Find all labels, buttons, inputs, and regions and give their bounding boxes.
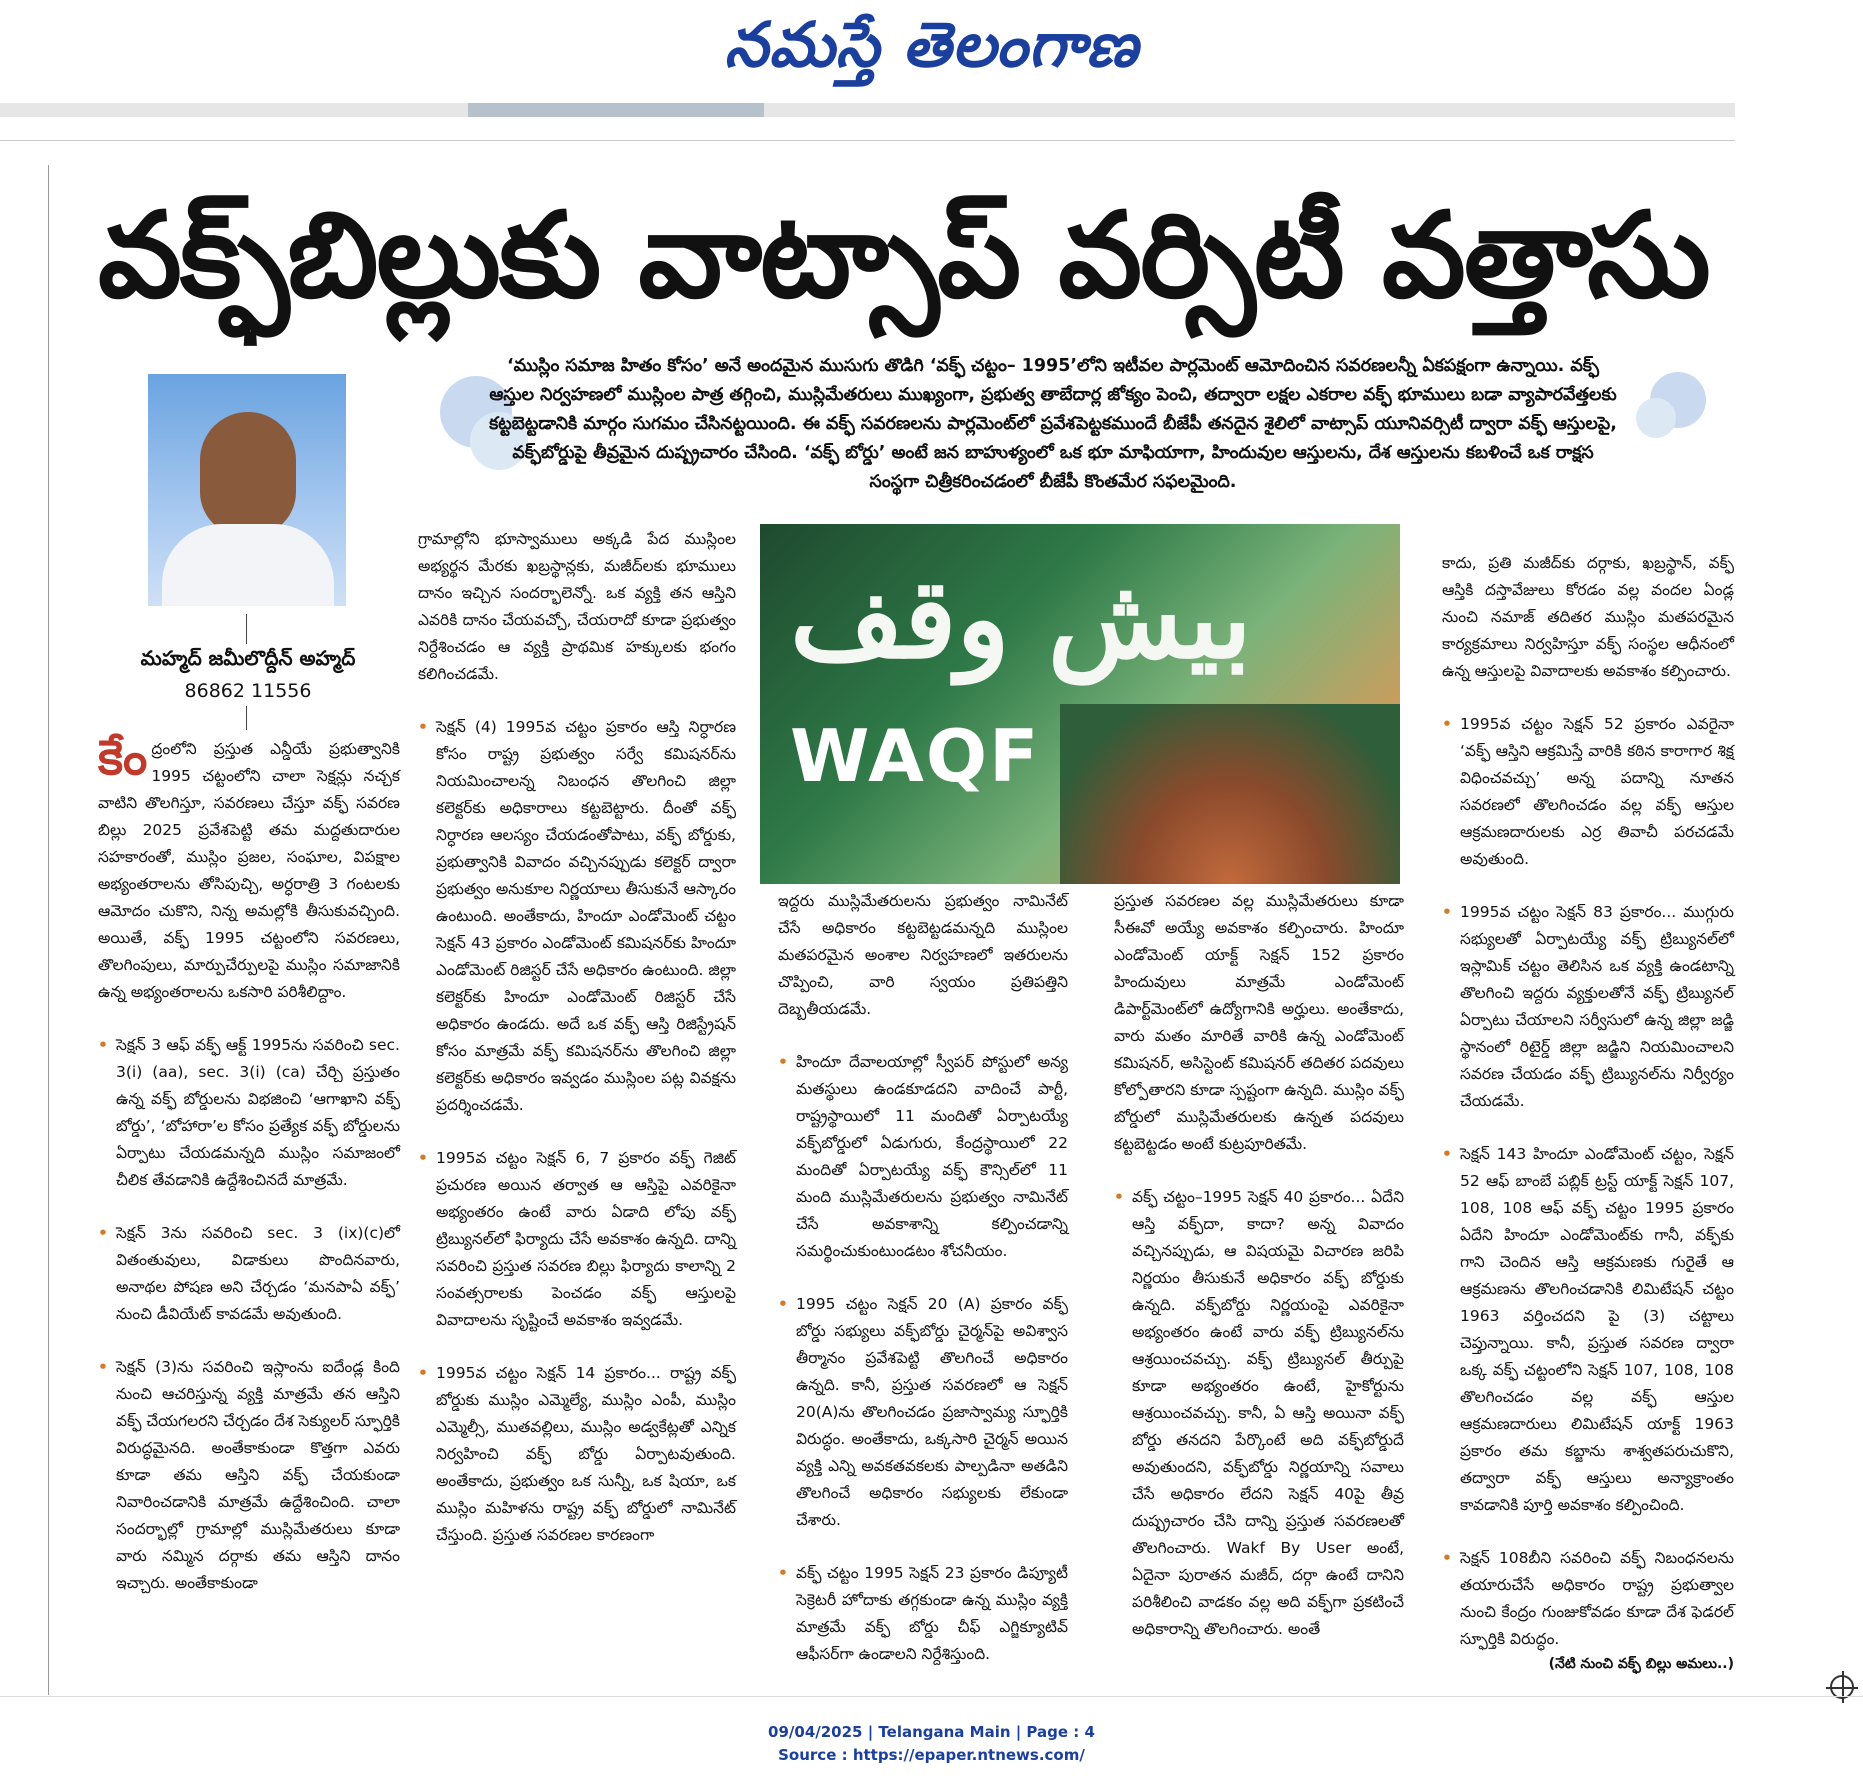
bullet-paragraph: • వక్ఫ్ చట్టం–1995 సెక్షన్ 40 ప్రకారం... ఏదేని ఆస్తి వక్ఫ్‌దా, కాదా? అన్న వివాదం వచ్చినప్పుడు, ఆ విషయమై విచారణ జరిపి నిర్ణయం తీసుకునే అధికారం వక్ఫ్ బోర్డుకు ఉన్నది. వక్ఫ్‌బోర్డు నిర్ణయంపై ఎవరికైనా అభ్యంతరం ఉంటే వారు వక్ఫ్ ట్రిబ్యునల్‌ను ఆశ్రయించవచ్చు. వక్ఫ్ ట్రిబ్యునల్ తీర్పుపై కూడా అభ్యంతరం ఉంటే, హైకోర్టును ఆశ్రయించవచ్చు. కానీ, ఏ ఆస్తి అయినా వక్ఫ్ బోర్డు తనదని పేర్కొంటే అది వక్ఫ్‌బోర్డుదే అవుతుందని, వక్ఫ్‌బోర్డు నిర్ణయాన్ని సవాలు చేసే అధికారం లేదని సెక్షన్ 40పై తీవ్ర దుష్ప్రచారం చేసి దాన్ని ప్రస్తుత సవరణలతో తొలగించారు. Wakf By User అంటే, ఏదైనా పురాతన మజీద్, దర్గా ఉంటే దానిని పరిశీలించి వాడకం వల్ల అది వక్ఫ్‌గా ప్రకటించే అధికారాన్ని తొలగించారు. అంతే [1114, 1184, 1404, 1643]
paragraph: ఇద్దరు ముస్లిమేతరులను ప్రభుత్వం నామినేట్ చేసే అధికారం కట్టబెట్టడమన్నది ముస్లింల మతపరమైన అంశాల నిర్వహణలో ఇతరులను చొప్పించి, వారి స్వయం ప్రతిపత్తిని దెబ్బతీయడమే. [778, 892, 1068, 1018]
continued-note: (నేటి నుంచి వక్ఫ్ బిల్లు అమలు..) [1548, 1656, 1734, 1672]
bullet-paragraph: • హిందూ దేవాలయాల్లో స్వీపర్ పోస్టులో అన్య మతస్థులు ఉండకూడదని వాదించే పార్టీ, రాష్ట్రస్థాయిలో 11 మందితో ఏర్పాటయ్యే వక్ఫ్‌బోర్డులో ఏడుగురు, కేంద్రస్థాయిలో 22 మందితో ఏర్పాటయ్యే వక్ఫ్ కౌన్సిల్‌లో 11 మంది ముస్లిమేతరులను ప్రభుత్వం నామినేట్ చేసే అవకాశాన్ని కల్పించడాన్ని సమర్థించుకుంటుండటం శోచనీయం. [778, 1049, 1068, 1265]
bullet-paragraph: • 1995వ చట్టం సెక్షన్ 6, 7 ప్రకారం వక్ఫ్ గెజిట్ ప్రచురణ అయిన తర్వాత ఆ ఆస్తిపై ఎవరికైనా అభ్యంతరం ఉంటే వారు ఏడాది లోపు వక్ఫ్ ట్రిబ్యునల్‌లో ఫిర్యాదు చేసే అవకాశం ఉన్నది. దాన్ని సవరించి ప్రస్తుత సవరణ బిల్లు ఫిర్యాదు కాలాన్ని 2 సంవత్సరాలకు పెంచడం వక్ఫ్ ఆస్తులపై వివాదాలను సృష్టించే అవకాశం ఇవ్వడమే. [418, 1145, 736, 1334]
author-phone: 86862 11556 [184, 680, 312, 702]
urdu-text: بیش وقف [790, 554, 1252, 683]
footer-source: Source : https://epaper.ntnews.com/ [778, 1746, 1085, 1764]
article-column-5 [1442, 550, 1734, 1679]
top-bar-accent [468, 103, 764, 117]
article-column-1 [98, 730, 400, 1623]
waqf-label: WAQF [790, 714, 1041, 798]
bullet-paragraph: • సెక్షన్ 3ను సవరించి sec. 3 (ix)(c)లో వితంతువులు, విడాకులు పొందినవారు, అనాథల పోషణ అని చేర్చడం ‘మనపాఏ వక్ఫ్’ నుంచి డీవియేట్ కావడమే అవుతుంది. [98, 1220, 400, 1328]
headline: వక్ఫ్‌బిల్లుకు వాట్సాప్ వర్సిటీ వత్తాసు [98, 186, 1709, 324]
author-face [200, 412, 296, 536]
bullet-paragraph: • 1995వ చట్టం సెక్షన్ 83 ప్రకారం... ముగ్గురు సభ్యులతో ఏర్పాటయ్యే వక్ఫ్ ట్రిబ్యునల్‌లో ఇస్లామిక్ చట్టం తెలిసిన ఒక వ్యక్తి ఉండటాన్ని తొలగించి ఇద్దరు వ్యక్తులతోనే వక్ఫ్ ట్రిబ్యునల్ ఏర్పాటు చేయాలని సర్వీసులో ఉన్న జిల్లా జడ్జి స్థానంలో రిటైర్డ్ జిల్లా జడ్జిని నియమించాలని సవరణ చేయడం వక్ఫ్ ట్రిబ్యునల్‌ను నిర్వీర్యం చేయడమే. [1442, 899, 1734, 1115]
bullet-paragraph: • 1995 చట్టం సెక్షన్ 20 (A) ప్రకారం వక్ఫ్ బోర్డు సభ్యులు వక్ఫ్‌బోర్డు చైర్మన్‌పై అవిశ్వాస తీర్మానం ప్రవేశపెట్టి తొలగించే అధికారం ఉన్నది. కానీ, ప్రస్తుత సవరణలో ఆ సెక్షన్ 20(A)ను తొలగించడం ప్రజాస్వామ్య స్ఫూర్తికి విరుద్ధం. అంతేకాదు, ఒక్కసారి చైర్మన్ అయిన వ్యక్తి ఎన్ని అవకతవకలకు పాల్పడినా అతడిని తొలగించే అధికారం సభ్యులకు లేకుండా చేశారు. [778, 1291, 1068, 1534]
masthead-title: నమస్తే తెలంగాణ [724, 8, 1139, 81]
author-shirt [162, 524, 334, 606]
bullet-paragraph: • వక్ఫ్ చట్టం 1995 సెక్షన్ 23 ప్రకారం డిప్యూటీ సెక్రెటరీ హోదాకు తగ్గకుండా ఉన్న ముస్లిం వ్యక్తి మాత్రమే వక్ఫ్ బోర్డు చీఫ్ ఎగ్జిక్యూటివ్ ఆఫీసర్‌గా ఉండాలని నిర్దేశిస్తుంది. [778, 1560, 1068, 1668]
bullet-paragraph: • సెక్షన్ (3)ను సవరించి ఇస్లాంను ఐదేండ్ల కింది నుంచి ఆచరిస్తున్న వ్యక్తి మాత్రమే తన ఆస్తిని వక్ఫ్ చేయగలరని చేర్చడం దేశ సెక్యులర్ స్ఫూర్తికి విరుద్ధమైనది. అంతేకాకుండా కొత్తగా ఎవరు కూడా తమ ఆస్తిని వక్ఫ్ చేయకుండా నివారించడానికి మాత్రమే ఉద్దేశించింది. చాలా సందర్భాల్లో గ్రామాల్లో ముస్లిమేతరులు కూడా వారు నమ్మిన దర్గాకు తమ ఆస్తిని దానం ఇచ్చారు. అంతేకాకుండా [98, 1354, 400, 1597]
article-column-2 [418, 526, 736, 1575]
bullet-paragraph: • 1995వ చట్టం సెక్షన్ 52 ప్రకారం ఎవరైనా ‘వక్ఫ్ ఆస్తిని ఆక్రమిస్తే వారికి కఠిన కారాగార శిక్ష విధించవచ్చు’ అన్న పదాన్ని నూతన సవరణలో తొలగించడం వల్ల వక్ఫ్ ఆస్తుల ఆక్రమణదారులకు ఎర్ర తివాచీ పరచడమే అవుతుంది. [1442, 711, 1734, 873]
article-column-4 [1114, 888, 1404, 1669]
bullet-paragraph: • సెక్షన్ 3 ఆఫ్ వక్ఫ్ ఆక్ట్ 1995ను సవరించి sec. 3(i) (aa), sec. 3(i) (ca) చేర్చి ప్రస్తుతం ఉన్న వక్ఫ్ బోర్డులను విభజించి ‘ఆగాఖాని వక్ఫ్ బోర్డు’, ‘బోహారా’ల కోసం ప్రత్యేక వక్ఫ్ బోర్డులను ఏర్పాటు చేయడమన్నది ముస్లిం సమాజంలో చీలిక తేవడానికి ఉద్దేశించినదే మాత్రమే. [98, 1032, 400, 1194]
author-divider [246, 614, 247, 644]
bullet-paragraph: • సెక్షన్ 108బీని సవరించి వక్ఫ్ నిబంధనలను తయారుచేసే అధికారం రాష్ట్ర ప్రభుత్వాల నుంచి కేంద్రం గుంజుకోవడం కూడా దేశ ఫెడరల్ స్ఫూర్తికి విరుద్ధం. [1442, 1545, 1734, 1653]
paragraph: ప్రస్తుత సవరణల వల్ల ముస్లిమేతరులు కూడా సీఈవో అయ్యే అవకాశం కల్పించారు. హిందూ ఎండోమెంట్ యాక్ట్ సెక్షన్ 152 ప్రకారం హిందువులు మాత్రమే ఎండోమెంట్ డిపార్ట్‌మెంట్‌లో ఉద్యోగానికి అర్హులు. అంతేకాదు, వారు మతం మారితే వారికి ఉన్న ఎండోమెంట్ కమిషనర్, అసిస్టెంట్ కమిషనర్ తదితర పదవులు కోల్పోతారని కూడా స్పష్టంగా ఉన్నది. ముస్లిం వక్ఫ్ బోర్డులో ముస్లిమేతరులకు ఉన్నత పదవులు కట్టబెట్టడం అంటే కుట్రపూరితమే. [1114, 892, 1404, 1153]
paragraph: కాదు, ప్రతి మజీద్‌కు దర్గాకు, ఖబ్రస్థాన్, వక్ఫ్ ఆస్తికి దస్తావేజులు కోరడం వల్ల వందల ఏండ్ల నుంచి నమాజ్ తదితర ముస్లిం మతపరమైన కార్యక్రమాలు నిర్వహిస్తూ వక్ఫ్ సంస్థల ఆధీనంలో ఉన్న ఆస్తులపై వివాదాలకు అవకాశం కల్పించారు. [1442, 554, 1734, 680]
bullet-paragraph: • సెక్షన్ (4) 1995వ చట్టం ప్రకారం ఆస్తి నిర్ధారణ కోసం రాష్ట్ర ప్రభుత్వం సర్వే కమిషనర్‌ను నియమించాలన్న నిబంధన తొలగించి జిల్లా కలెక్టర్‌కు అధికారాలు కట్టబెట్టారు. దీంతో వక్ఫ్ నిర్ధారణ ఆలస్యం చేయడంతోపాటు, వక్ఫ్ బోర్డుకు, ప్రభుత్వానికి వివాదం వచ్చినప్పుడు కలెక్టర్ ద్వారా ప్రభుత్వం అనుకూల నిర్ణయాలు తీసుకునే ఆస్కారం ఉంటుంది. అంతేకాదు, హిందూ ఎండోమెంట్ చట్టం సెక్షన్ 43 ప్రకారం ఎండోమెంట్ కమిషనర్‌కు హిందూ ఎండోమెంట్ రిజిస్టర్ చేసే అధికారం ఉంటుంది. జిల్లా కలెక్టర్‌కు హిందూ ఎండోమెంట్ రిజిస్టర్ చేసే అధికారం ఉండదు. అదే ఒక వక్ఫ్ ఆస్తి రిజిస్ట్రేషన్ కోసం మాత్రమే వక్ఫ్ కమిషనర్‌ను తొలగించి జిల్లా కలెక్టర్‌కు అధికారం ఇవ్వడం ముస్లింల పట్ల వివక్షను ప్రదర్శించడమే. [418, 714, 736, 1119]
intro-paragraph [98, 730, 400, 1006]
waqf-parliament-photo [760, 524, 1400, 884]
paragraph: గ్రామాల్లోని భూస్వాములు అక్కడి పేద ముస్లింల అభ్యర్థన మేరకు ఖబ్రస్థాన్లకు, మజీద్‌లకు భూములు దానం ఇచ్చిన సందర్భాలెన్నో. ఒక వ్యక్తి తన ఆస్తిని ఎవరికి దానం చేయవచ్చో, చేయరాదో కూడా ప్రభుత్వం నిర్దేశించడం ఆ వ్యక్తి ప్రాథమిక హక్కులకు భంగం కలిగించడమే. [418, 530, 736, 683]
author-photo [148, 374, 346, 606]
footer-divider [0, 1696, 1863, 1697]
author-name: మహ్మద్ జమీలొద్దీన్ అహ్మద్ [140, 646, 356, 670]
bullet-paragraph: • సెక్షన్ 143 హిందూ ఎండోమెంట్ చట్టం, సెక్షన్ 52 ఆఫ్ బాంబే పబ్లిక్ ట్రస్ట్ యాక్ట్ సెక్షన్ 107, 108, 108 ఆఫ్ వక్ఫ్ చట్టం 1995 ప్రకారం ఏదేని హిందూ ఎండోమెంట్‌కు గానీ, వక్ఫ్‌కు గాని చెందిన ఆస్తి ఆక్రమణకు గురైతే ఆ ఆక్రమణను తొలగించడానికి లిమిటేషన్ చట్టం 1963 వర్తించదని పై (3) చట్టాలు చెప్తున్నాయి. కానీ, ప్రస్తుత సవరణ ద్వారా ఒక్క వక్ఫ్ చట్టంలోని సెక్షన్ 107, 108, 108 తొలగించడం వల్ల వక్ఫ్ ఆస్తుల ఆక్రమణదారులు లిమిటేషన్ యాక్ట్ 1963 ప్రకారం తమ కబ్జాను శాశ్వతపరుచుకొని, తద్వారా వక్ఫ్ ఆస్తులు అన్యాక్రాంతం కావడానికి పూర్తి అవకాశం కల్పించింది. [1442, 1141, 1734, 1519]
author-divider-bottom [246, 706, 247, 730]
divider [0, 140, 1735, 141]
parliament-hall [1060, 704, 1400, 884]
bullet-paragraph: • 1995వ చట్టం సెక్షన్ 14 ప్రకారం... రాష్ట్ర వక్ఫ్ బోర్డుకు ముస్లిం ఎమ్మెల్యే, ముస్లిం ఎంపీ, ముస్లిం ఎమ్మెల్సీ, ముతవల్లిలు, ముస్లిం అడ్వకేట్లతో ఎన్నిక నిర్వహించి వక్ఫ్ బోర్డు ఏర్పాటవుతుంది. అంతేకాదు, ప్రభుత్వం ఒక సున్నీ, ఒక షియా, ఒక ముస్లిం మహిళను రాష్ట్ర వక్ఫ్ బోర్డులో నామినేట్ చేస్తుంది. ప్రస్తుత సవరణల కారణంగా [418, 1360, 736, 1549]
article-deck: ‘ముస్లిం సమాజ హితం కోసం’ అనే అందమైన ముసుగు తొడిగి ‘వక్ఫ్ చట్టం– 1995’లోని ఇటీవల పార్లమెంట్ ఆమోదించిన సవరణలన్నీ ఏకపక్షంగా ఉన్నాయి. వక్ఫ్ ఆస్తుల నిర్వహణలో ముస్లింల పాత్ర తగ్గించి, ముస్లిమేతరులు ముఖ్యంగా, ప్రభుత్వ తాబేదార్ల జోక్యం పెంచి, తద్వారా లక్షల ఎకరాల వక్ఫ్ భూములు బడా వ్యాపారవేత్తలకు కట్టబెట్టడానికి మార్గం సుగమం చేసినట్టయింది. ఈ వక్ఫ్ సవరణలను పార్లమెంట్‌లో ప్రవేశపెట్టకముందే బీజేపీ తనదైన శైలిలో వాట్సాప్ యూనివర్సిటీ ద్వారా వక్ఫ్ ఆస్తులపై, వక్ఫ్‌బోర్డుపై తీవ్రమైన దుష్ప్రచారం చేసింది. ‘వక్ఫ్ బోర్డు’ అంటే జన బాహుళ్యంలో ఒక భూ మాఫియాగా, హిందువుల ఆస్తులను, దేశ ఆస్తులను కబళించే ఒక రాక్షస సంస్థగా చిత్రీకరించడంలో బీజేపీ కొంతమేర సఫలమైంది. [489, 356, 1617, 492]
drop-cap: కేం [98, 730, 148, 786]
masthead [0, 8, 1863, 96]
article-column-3 [778, 888, 1068, 1694]
left-margin-line [48, 165, 49, 1695]
intro-text: ద్రంలోని ప్రస్తుత ఎన్డీయే ప్రభుత్వానికి 1995 చట్టంలోని చాలా సెక్షన్లు నచ్చక వాటిని తొలగిస్తూ, సవరణలు చేస్తూ వక్ఫ్ సవరణ బిల్లు 2025 ప్రవేశపెట్టి తమ మద్దతుదారుల సహకారంతో, ముస్లిం ప్రజల, సంఘాల, విపక్షాల అభ్యంతరాలను తోసిపుచ్చి, అర్ధరాత్రి 3 గంటలకు ఆమోదం చుకొని, నిన్న అమల్లోకి తీసుకువచ్చింది. అయితే, వక్ఫ్ 1995 చట్టంలోని సవరణలు, తొలగింపులు, మార్పుచేర్పులపై ముస్లిం సమాజానికి ఉన్న అభ్యంతరాలను ఒకసారి పరిశీలిద్దాం. [98, 740, 400, 1001]
footer-date-page: 09/04/2025 | Telangana Main | Page : 4 [768, 1723, 1095, 1741]
top-bar [0, 103, 1735, 117]
decorative-bubble [1636, 398, 1676, 438]
